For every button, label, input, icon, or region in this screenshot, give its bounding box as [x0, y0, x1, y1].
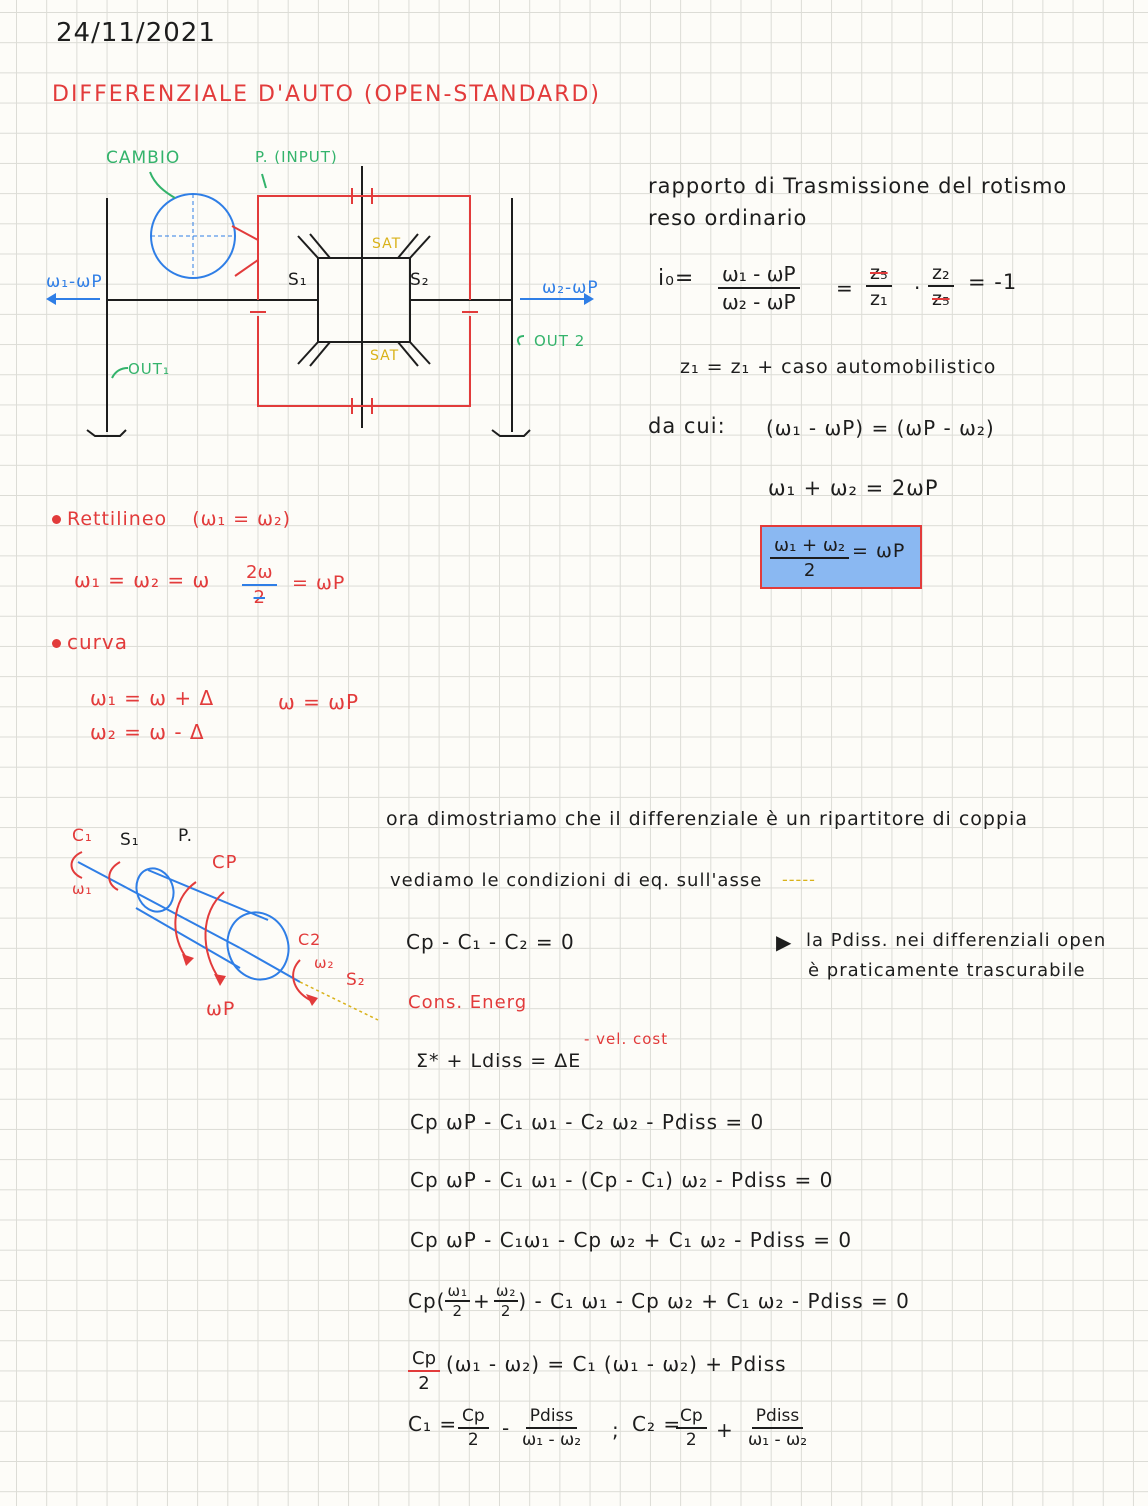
proof-eq3: Cp ωP - C₁ω₁ - Cp ω₂ + C₁ ω₂ - Pdiss = 0 [410, 1228, 853, 1252]
rettilineo-label: Rettilineo [67, 508, 168, 530]
eq4-post: ) - C₁ ω₁ - Cp ω₂ + C₁ ω₂ - Pdiss = 0 [518, 1289, 910, 1313]
boxed-denominator: 2 [803, 560, 816, 581]
proof-eq1: Cp ωP - C₁ ω₁ - C₂ ω₂ - Pdiss = 0 [410, 1110, 765, 1134]
curva-eq3: ω = ωP [278, 690, 360, 714]
c2-frac-2 [744, 1406, 811, 1450]
c2-f1-den: 2 [685, 1430, 697, 1450]
c1-frac-1 [458, 1406, 489, 1450]
c1-label: C₁ [72, 826, 93, 846]
ratio-fraction-1 [866, 262, 892, 310]
rapporto-line1: rapporto di Trasmissione del rotismo [648, 174, 1068, 198]
c1-f1-den: 2 [467, 1430, 479, 1450]
io-label: i₀= [658, 266, 695, 291]
c2-f1-num: Cp [676, 1406, 707, 1429]
proof-eq2: Cp ωP - C₁ ω₁ - (Cp - C₁) ω₂ - Pdiss = 0 [410, 1168, 834, 1192]
curva-label: curva [67, 630, 128, 654]
axis-equation: Cp - C₁ - C₂ = 0 [406, 930, 575, 954]
cambio-label: CAMBIO [106, 148, 181, 168]
rapporto-line2: reso ordinario [648, 206, 808, 230]
da-cui-label: da cui: [648, 414, 726, 438]
io-denominator: ω₂ - ωP [722, 290, 796, 314]
c2-f2-den: ω₁ - ω₂ [748, 1430, 808, 1450]
eq4-pre: Cp( [408, 1289, 446, 1313]
da-cui-equation: (ω₁ - ωP) = (ωP - ω₂) [766, 416, 995, 440]
c1-result-label: C₁ = [408, 1412, 458, 1436]
ratio-1-numerator: z₅ [866, 262, 892, 287]
eq5-rest: (ω₁ - ω₂) = C₁ (ω₁ - ω₂) + Pdiss [446, 1352, 787, 1376]
eq4-f1-den: 2 [452, 1302, 464, 1320]
rettilineo-frac-den: 2 [253, 587, 265, 608]
ratio-dot: · [914, 276, 922, 300]
eq4-plus: + [473, 1289, 491, 1313]
eq4-frac-2 [494, 1282, 519, 1320]
curva-heading [52, 630, 128, 654]
c2-result-label: C₂ = [632, 1412, 682, 1436]
io-eq-sign: = [836, 276, 854, 300]
w2-label: ω₂ [314, 954, 335, 972]
c2-label: C2 [298, 930, 322, 949]
c1-minus: - [502, 1416, 511, 1440]
curva-eq1: ω₁ = ω + Δ [90, 686, 215, 710]
cp-label: CP [212, 852, 238, 873]
w2-wp-label: ω₂-ωP [542, 278, 599, 298]
vel-cost-note: - vel. cost [584, 1030, 669, 1048]
note-line2: è praticamente trascurabile [808, 960, 1086, 981]
eq4-f2-num: ω₂ [495, 1282, 517, 1300]
eq5-num: Cp [408, 1348, 440, 1372]
eq4-frac-1 [445, 1282, 470, 1320]
note-arrow-icon: ▶ [776, 930, 793, 954]
eq4-f1-num: ω₁ [447, 1282, 469, 1300]
c2-plus: + [716, 1418, 734, 1442]
shaft-p-label: P. [178, 826, 194, 846]
semicolon: ; [612, 1418, 620, 1442]
eq5-den: 2 [418, 1373, 430, 1394]
p-input-label: P. (INPUT) [255, 148, 338, 166]
c1-frac-2 [518, 1406, 585, 1450]
sum-equation: ω₁ + ω₂ = 2ωP [768, 476, 939, 500]
io-fraction [718, 262, 800, 314]
out2-label: OUT 2 [534, 332, 586, 350]
s1-label: S₁ [288, 270, 308, 290]
ratio-1-denominator: z₁ [870, 288, 888, 310]
ratio-2-numerator: z₂ [928, 262, 954, 287]
sat-top-label: SAT [372, 236, 402, 252]
curva-eq2: ω₂ = ω - Δ [90, 720, 205, 744]
boxed-rhs: = ωP [852, 540, 906, 562]
s2-label: S₂ [410, 270, 430, 290]
c1-f2-den: ω₁ - ω₂ [522, 1430, 582, 1450]
rettilineo-frac-num: 2ω [242, 562, 277, 586]
proof-intro: ora dimostriamo che il differenziale è un ripartitore di coppia [386, 808, 1028, 830]
io-numerator: ω₁ - ωP [718, 262, 800, 289]
ratio-fraction-2 [928, 262, 954, 310]
energy-equation: Σ* + Ldiss = ΔE [416, 1050, 582, 1072]
dotted-leader: ----- [782, 870, 816, 889]
boxed-fraction [770, 535, 849, 581]
page-title: DIFFERENZIALE D'AUTO (OPEN-STANDARD) [52, 82, 602, 107]
proof-eq4 [408, 1282, 910, 1320]
ratio-2-denominator: z₅ [932, 288, 950, 310]
proof-line2: vediamo le condizioni di eq. sull'asse [390, 870, 763, 891]
cons-energ: Cons. Energ [408, 992, 528, 1013]
sat-bottom-label: SAT [370, 348, 400, 364]
wp-label: ωP [206, 998, 236, 1020]
c1-f2-num: Pdiss [526, 1406, 577, 1429]
bullet-icon [52, 515, 61, 524]
eq5-fraction [408, 1348, 440, 1394]
eq4-f2-den: 2 [500, 1302, 512, 1320]
boxed-numerator: ω₁ + ω₂ [770, 535, 849, 559]
rettilineo-fraction [242, 562, 277, 608]
shaft-sketch [0, 820, 400, 1040]
rettilineo-condition: (ω₁ = ω₂) [192, 508, 292, 530]
shaft-s2-label: S₂ [346, 970, 366, 990]
rettilineo-eq1: ω₁ = ω₂ = ω [74, 568, 211, 592]
note-line1: la Pdiss. nei differenziali open [806, 930, 1107, 951]
out1-label: OUT₁ [128, 360, 170, 378]
rettilineo-heading [52, 508, 291, 530]
c2-frac-1 [676, 1406, 707, 1450]
w1-label: ω₁ [72, 880, 93, 898]
shaft-s1-label: S₁ [120, 830, 140, 850]
date: 24/11/2021 [56, 18, 216, 48]
w1-wp-label: ω₁-ωP [46, 272, 103, 292]
c1-f1-num: Cp [458, 1406, 489, 1429]
bullet-icon [52, 639, 61, 648]
ratio-result: = -1 [968, 270, 1018, 294]
z-condition: z₁ = z₁ + caso automobilistico [680, 356, 997, 378]
c2-f2-num: Pdiss [752, 1406, 803, 1429]
rettilineo-eq2: = ωP [292, 572, 346, 594]
